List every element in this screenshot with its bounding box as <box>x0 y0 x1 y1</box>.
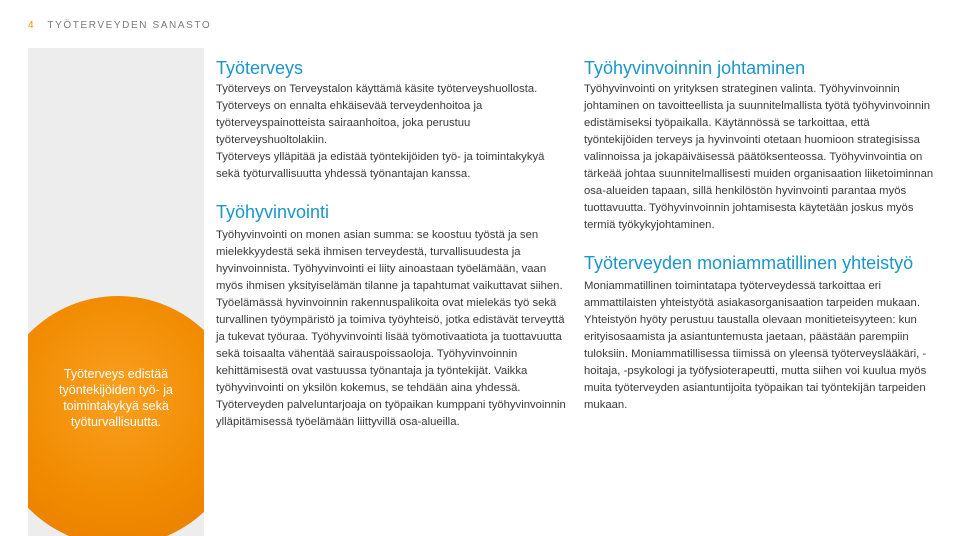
paragraph: Työhyvinvointi on monen asian summa: se koostuu työstä ja sen mielekkyydestä sekä ihmisen terveydestä, turvallisuudesta ja hyvinvoinnista. Työhyvinvointi ei liity ainoastaan työelämään, vaan myös ihmisen yksityiselämän tilanne ja tapahtumat vaikuttavat siihen. Työelämässä hyvinvoinnin rakennuspalikoita ovat mielekäs työ sekä turvallinen työympäristö ja toimiva työyhteisö, jotka edistävät terveyttä ja tukevat työuraa. Työhyvinvointi lisää työmotivaatiota ja tuottavuutta sekä toisaalta vähentää sairauspoissaoloja. Työhyvinvoinnin kehittämisestä ovat vastuussa työnantaja ja työntekijät. Vaikka työhyvinvointi on yksilön kokemus, se tehdään aina yhdessä. Työterveyden palveluntarjoaja on työpaikan kumppani työhyvinvoinnin ylläpitämisessä työelämään liittyvillä osa-alueilla. <box>216 229 566 428</box>
callout-text: Työterveys edistää työntekijöiden työ- ja toimintakykyä sekä työturvallisuutta. <box>59 367 173 429</box>
section-title: TYÖTERVEYDEN SANASTO <box>47 20 212 31</box>
left-column <box>216 57 566 431</box>
paragraph: Työterveys ylläpitää ja edistää työntekijöiden työ- ja toimintakykyä sekä työturvallisuutta yhdessä työnantajan kanssa. <box>216 151 545 180</box>
paragraph: Työhyvinvointi on yrityksen strateginen valinta. Työhyvinvoinnin johtaminen on tavoitteellista ja suunnitelmallista työtä työhyvinvoinnin edistämiseksi työpaikalla. Käytännössä se tarkoittaa, että työntekijöiden terveys ja hyvinvointi otetaan huomioon strategisissa valinnoissa ja jokapäiväisessä päätöksenteossa. Työhyvinvointia on tärkeää johtaa suunnitelmallisesti muiden organisaation liiketoiminnan osa-alueiden tapaan, sillä henkilöstön hyvinvointi parantaa myös tuottavuutta. Työhyvinvoinnin johtamisesta käytetään joskus myös termiä työkykyjohtaminen. <box>584 83 934 231</box>
section-heading-johtaminen: Työhyvinvoinnin johtaminen <box>584 58 806 78</box>
section-heading-tyoterveys: Työterveys <box>216 58 304 78</box>
paragraph: Työterveys on Terveystalon käyttämä käsite työterveyshuollosta. <box>216 83 538 95</box>
page-number: 4 <box>28 20 36 31</box>
section-heading-tyohyvinvointi: Työhyvinvointi <box>216 202 330 222</box>
right-column <box>584 57 936 414</box>
section-heading-moniammatillinen: Työterveyden moniammatillinen yhteistyö <box>584 253 914 273</box>
paragraph: Työterveys on ennalta ehkäisevää terveydenhoitoa ja työterveyspainotteista sairaanhoitoa, joka perustuu työterveyshuoltolakiin. <box>216 100 483 146</box>
paragraph: Moniammatillinen toimintatapa työterveydessä tarkoittaa eri ammattilaisten yhteistyötä asiakasorganisaation tarpeiden mukaan. Yhteistyön hyöty perustuu taustalla olevaan monitieteisyyteen: kun erityisosaamista ja asiantuntemusta jaetaan, päästään parempiin tuloksiin. Moniammatillisessa tiimissä on yleensä työterveyslääkäri, -hoitaja, -psykologi ja työfysioterapeutti, mutta siihen voi kuulua myös muita työterveyden asiantuntijoita työpaikan tai työntekijän tarpeiden mukaan. <box>584 280 927 411</box>
page-header <box>28 20 211 31</box>
sidebar-panel <box>28 48 204 536</box>
